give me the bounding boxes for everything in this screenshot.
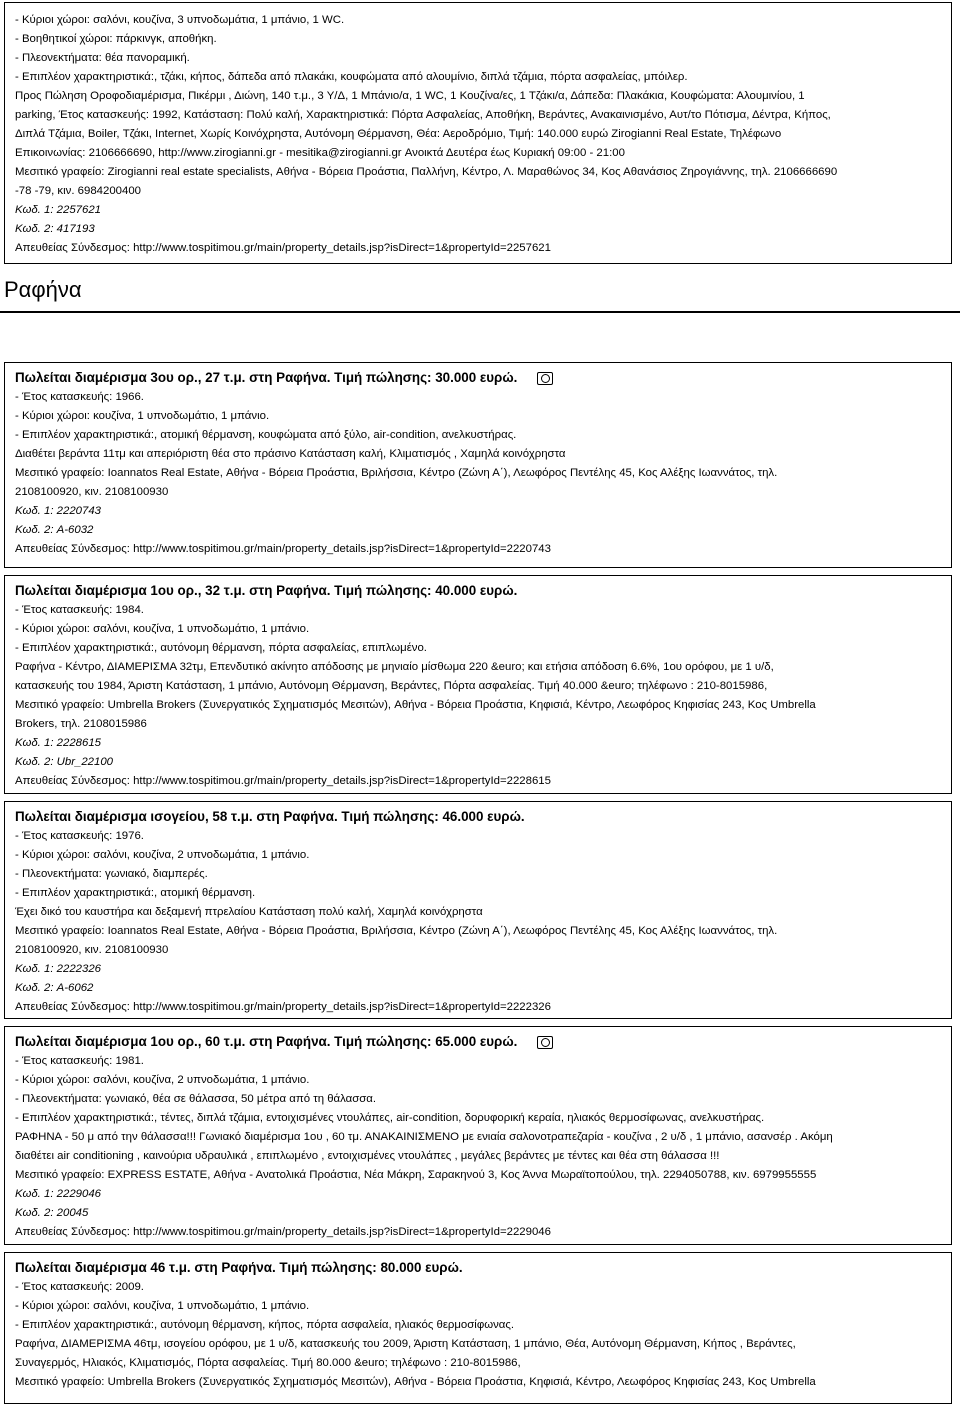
listing-line: Μεσιτικό γραφείο: EXPRESS ESTATE, Αθήνα - Ανατολικά Προάστια, Νέα Μάκρη, Σαρακηνού 3, Κος Άννα Μωραϊτοπούλου, τηλ. 2294050788, κιν. 6979955555: [15, 1169, 817, 1181]
listing-line: Μεσιτικό γραφείο: Umbrella Brokers (Συνεργατικός Σχηματισμός Μεσιτών), Αθήνα - Βόρεια Προάστια, Κηφισιά, Κέντρο, Λεωφόρος Κηφισίας 243, Κος Umbrella: [15, 699, 816, 711]
listing-line: - Πλεονεκτήματα: θέα πανοραμική.: [15, 52, 190, 64]
listing-line: - Έτος κατασκευής: 2009.: [15, 1281, 144, 1293]
listing-line: - Πλεονεκτήματα: γωνιακό, θέα σε θάλασσα, 50 μέτρα από τη θάλασσα.: [15, 1093, 377, 1105]
listing-line: Διαθέτει βεράντα 11τμ και απεριόριστη θέα στο πράσινο Κατάσταση καλή, Κλιματισμός , Χαμηλά κοινόχρηστα: [15, 448, 566, 460]
listing-title-text: Πωλείται διαμέρισμα 3ου ορ., 27 τ.μ. στη Ραφήνα. Τιμή πώλησης: 30.000 ευρώ.: [15, 370, 518, 385]
listing-line: Επικοινωνίας: 2106666690, http://www.zirogianni.gr - mesitika@zirogianni.gr Ανοικτά Δευτέρα έως Κυριακή 09:00 - 21:00: [15, 147, 625, 159]
listing-line: Διπλά Τζάμια, Boiler, Τζάκι, Internet, Χωρίς Κοινόχρηστα, Αυτόνομη Θέρμανση, Θέα: Αεροδρόμιο, Τιμή: 140.000 ευρώ Zirogianni Real Estate, Τηλέφωνο: [15, 128, 782, 140]
section-divider: [0, 311, 960, 313]
listing-line: - Κύριοι χώροι: κουζίνα, 1 υπνοδωμάτιο, 1 μπάνιο.: [15, 410, 270, 422]
listing-line: parking, Έτος κατασκευής: 1992, Κατάσταση: Πολύ καλή, Χαρακτηριστικά: Πόρτα Ασφαλείας, Αποθήκη, Βεράντες, Ανακαινισμένο, Αυτ/το Πότισμα, Δέντρα, Κήπος,: [15, 109, 831, 121]
listing-line: Brokers, τηλ. 2108015986: [15, 718, 147, 730]
listing-card: [4, 362, 952, 568]
listing-line: - Επιπλέον χαρακτηριστικά:, ατομική θέρμανση.: [15, 887, 256, 899]
listing-line: - Επιπλέον χαρακτηριστικά:, αυτόνομη θέρμανση, πόρτα ασφαλείας, επιπλωμένο.: [15, 642, 427, 654]
listing-card-top: [4, 2, 952, 264]
listing-card: [4, 1026, 952, 1245]
code-2: Κωδ. 2: 417193: [15, 223, 95, 235]
direct-link[interactable]: Απευθείας Σύνδεσμος: http://www.tospitimou.gr/main/property_details.jsp?isDirect=1&propertyId=2222326: [15, 1001, 551, 1013]
listing-line: - Κύριοι χώροι: σαλόνι, κουζίνα, 2 υπνοδωμάτια, 1 μπάνιο.: [15, 1074, 310, 1086]
listing-line: ΡΑΦΗΝΑ - 50 μ από την θάλασσα!!! Γωνιακό διαμέρισμα 1ου , 60 τμ. ΑΝΑΚΑΙΝΙΣΜΕΝΟ με ενιαία σαλονοτραπεζαρία - κουζίνα , 2 υ/δ , 1 μπάνιο, ασανσέρ . Ακόμη: [15, 1131, 833, 1143]
listing-line: - Επιπλέον χαρακτηριστικά:, αυτόνομη θέρμανση, κήπος, πόρτα ασφαλεία, ηλιακός θερμοσίφωνας.: [15, 1319, 515, 1331]
listing-title-text: Πωλείται διαμέρισμα 1ου ορ., 60 τ.μ. στη Ραφήνα. Τιμή πώλησης: 65.000 ευρώ.: [15, 1034, 518, 1049]
camera-icon[interactable]: [537, 1036, 553, 1049]
code-2: Κωδ. 2: Ubr_22100: [15, 756, 114, 768]
listing-title: [15, 807, 941, 827]
listing-title: [15, 1258, 941, 1278]
listing-card: [4, 801, 952, 1019]
code-1: Κωδ. 1: 2220743: [15, 505, 101, 517]
listing-line: Προς Πώληση Οροφοδιαμέρισμα, Πικέρμι , Διώνη, 140 τ.μ., 3 Υ/Δ, 1 Μπάνιο/α, 1 WC, 1 Κουζίνα/ες, 1 Τζάκι/α, Δάπεδα: Πλακάκια, Κουφώματα: Αλουμινίου, 1: [15, 90, 805, 102]
listing-line: Ραφήνα, ΔΙΑΜΕΡΙΣΜΑ 46τμ, ισογείου ορόφου, με 1 υ/δ, κατασκευής του 2009, Άριστη Κατάσταση, 1 μπάνιο, Θέα, Αυτόνομη Θέρμανση, Κήπος , Βεράντες,: [15, 1338, 796, 1350]
listing-title-text: Πωλείται διαμέρισμα 1ου ορ., 32 τ.μ. στη Ραφήνα. Τιμή πώλησης: 40.000 ευρώ.: [15, 583, 518, 598]
code-1: Κωδ. 1: 2257621: [15, 204, 101, 216]
listing-line: - Έτος κατασκευής: 1976.: [15, 830, 144, 842]
listing-title: [15, 368, 941, 388]
code-1: Κωδ. 1: 2228615: [15, 737, 101, 749]
listing-line: - Επιπλέον χαρακτηριστικά:, τέντες, διπλά τζάμια, εντοιχισμένες ντουλάπες, air-condition, δορυφορική κεραία, ηλιακός θερμοσίφωνας, ανελκυστήρας.: [15, 1112, 765, 1124]
listing-line: - Έτος κατασκευής: 1981.: [15, 1055, 144, 1067]
code-2: Κωδ. 2: 20045: [15, 1207, 89, 1219]
listing-title-text: Πωλείται διαμέρισμα ισογείου, 58 τ.μ. στη Ραφήνα. Τιμή πώλησης: 46.000 ευρώ.: [15, 809, 525, 824]
listing-title-text: Πωλείται διαμέρισμα 46 τ.μ. στη Ραφήνα. Τιμή πώλησης: 80.000 ευρώ.: [15, 1260, 463, 1275]
listing-line: -78 -79, κιν. 6984200400: [15, 185, 142, 197]
listing-line: 2108100920, κιν. 2108100930: [15, 944, 169, 956]
listing-line: διαθέτει air conditioning , καινούρια υδραυλικά , επιπλωμένο , εντοιχισμένες ντουλάπες , μεγάλες βεράντες με τέντες και θέα στη θάλασσα !!!: [15, 1150, 720, 1162]
listing-line: - Έτος κατασκευής: 1984.: [15, 604, 144, 616]
code-2: Κωδ. 2: A-6062: [15, 982, 94, 994]
listing-line: Έχει δικό του καυστήρα και δεξαμενή πτρελαίου Κατάσταση πολύ καλή, Χαμηλά κοινόχρηστα: [15, 906, 483, 918]
code-2: Κωδ. 2: A-6032: [15, 524, 94, 536]
listing-line: - Επιπλέον χαρακτηριστικά:, ατομική θέρμανση, κουφώματα από ξύλο, air-condition, ανελκυστήρας.: [15, 429, 517, 441]
listing-line: Συναγερμός, Ηλιακός, Κλιματισμός, Πόρτα ασφαλείας. Τιμή 80.000 &euro; τηλέφωνο : 210-8015986,: [15, 1357, 521, 1369]
listing-line: - Κύριοι χώροι: σαλόνι, κουζίνα, 1 υπνοδωμάτιο, 1 μπάνιο.: [15, 623, 310, 635]
listing-line: - Κύριοι χώροι: σαλόνι, κουζίνα, 3 υπνοδωμάτια, 1 μπάνιο, 1 WC.: [15, 14, 345, 26]
listing-line: - Έτος κατασκευής: 1966.: [15, 391, 144, 403]
direct-link[interactable]: Απευθείας Σύνδεσμος: http://www.tospitimou.gr/main/property_details.jsp?isDirect=1&propertyId=2229046: [15, 1226, 551, 1238]
listing-line: Μεσιτικό γραφείο: Zirogianni real estate specialists, Αθήνα - Βόρεια Προάστια, Παλλήνη, Κέντρο, Λ. Μαραθώνος 34, Κος Αθανάσιος Ζηρογιάννης, τηλ. 2106666690: [15, 166, 838, 178]
listing-line: Μεσιτικό γραφείο: Ioannatos Real Estate, Αθήνα - Βόρεια Προάστια, Βριλήσσια, Κέντρο (Ζώνη Α΄), Λεωφόρος Πεντέλης 45, Κος Αλέξης Ιωαννάτος, τηλ.: [15, 925, 778, 937]
code-1: Κωδ. 1: 2229046: [15, 1188, 101, 1200]
listing-line: Μεσιτικό γραφείο: Umbrella Brokers (Συνεργατικός Σχηματισμός Μεσιτών), Αθήνα - Βόρεια Προάστια, Κηφισιά, Κέντρο, Λεωφόρος Κηφισίας 243, Κος Umbrella: [15, 1376, 816, 1388]
direct-link[interactable]: Απευθείας Σύνδεσμος: http://www.tospitimou.gr/main/property_details.jsp?isDirect=1&propertyId=2220743: [15, 543, 551, 555]
listing-title: [15, 581, 941, 601]
listing-line: - Κύριοι χώροι: σαλόνι, κουζίνα, 2 υπνοδωμάτια, 1 μπάνιο.: [15, 849, 310, 861]
direct-link[interactable]: Απευθείας Σύνδεσμος: http://www.tospitimou.gr/main/property_details.jsp?isDirect=1&propertyId=2257621: [15, 242, 551, 254]
listing-card: [4, 1252, 952, 1404]
listing-line: - Πλεονεκτήματα: γωνιακό, διαμπερές.: [15, 868, 208, 880]
listing-card: [4, 575, 952, 794]
direct-link[interactable]: Απευθείας Σύνδεσμος: http://www.tospitimou.gr/main/property_details.jsp?isDirect=1&propertyId=2228615: [15, 775, 551, 787]
listing-line: - Κύριοι χώροι: σαλόνι, κουζίνα, 1 υπνοδωμάτιο, 1 μπάνιο.: [15, 1300, 310, 1312]
listing-line: Μεσιτικό γραφείο: Ioannatos Real Estate, Αθήνα - Βόρεια Προάστια, Βριλήσσια, Κέντρο (Ζώνη Α΄), Λεωφόρος Πεντέλης 45, Κος Αλέξης Ιωαννάτος, τηλ.: [15, 467, 778, 479]
code-1: Κωδ. 1: 2222326: [15, 963, 101, 975]
listing-line: κατασκευής του 1984, Άριστη Κατάσταση, 1 μπάνιο, Αυτόνομη Θέρμανση, Βεράντες, Πόρτα ασφαλείας. Τιμή 40.000 &euro; τηλέφωνο : 210-8015986,: [15, 680, 768, 692]
camera-icon[interactable]: [537, 372, 553, 385]
listing-line: Ραφήνα - Κέντρο, ΔΙΑΜΕΡΙΣΜΑ 32τμ, Επενδυτικό ακίνητο απόδοσης με μηνιαίο μίσθωμα 220 &euro; και ετήσια απόδοση 6.6%, 1ου ορόφου, με 1 υ/δ,: [15, 661, 774, 673]
listing-line: - Βοηθητικοί χώροι: πάρκινγκ, αποθήκη.: [15, 33, 217, 45]
listing-line: 2108100920, κιν. 2108100930: [15, 486, 169, 498]
listing-title: [15, 1032, 941, 1052]
section-heading: Ραφήνα: [4, 277, 82, 302]
listing-line: - Επιπλέον χαρακτηριστικά:, τζάκι, κήπος, δάπεδα από πλακάκι, κουφώματα από αλουμίνιο, διπλά τζάμια, πόρτα ασφαλείας, μπόιλερ.: [15, 71, 688, 83]
